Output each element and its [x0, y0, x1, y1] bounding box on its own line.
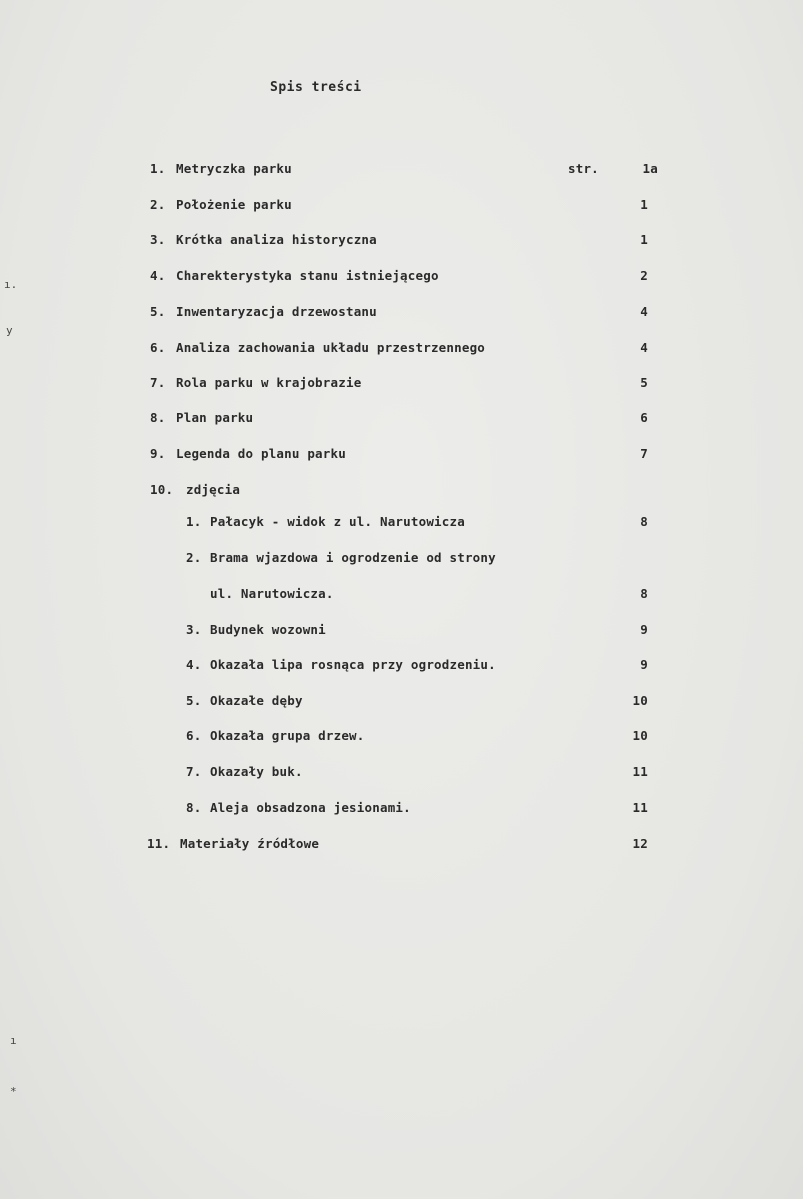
entry-page: 4: [640, 340, 648, 355]
photo-title: Okazała lipa rosnąca przy ogrodzeniu.: [210, 657, 496, 672]
margin-mark: ı: [10, 1034, 17, 1047]
photo-title: Okazałe dęby: [210, 693, 303, 708]
margin-mark: *: [10, 1085, 17, 1098]
photo-entry-1: [0, 514, 803, 534]
toc-entry-4: [0, 268, 803, 288]
photo-number: 2.: [186, 550, 202, 565]
photo-number: 6.: [186, 728, 202, 743]
photo-page: 11: [632, 800, 648, 815]
entry-title: Analiza zachowania układu przestrzennego: [176, 340, 486, 355]
entry-number: 5.: [150, 304, 166, 319]
entry-title: Plan parku: [176, 410, 254, 425]
photo-number: 8.: [186, 800, 202, 815]
photo-page: 11: [632, 764, 648, 779]
entry-number: 8.: [150, 410, 166, 425]
photo-number: 7.: [186, 764, 202, 779]
photo-entry-3: [0, 622, 803, 642]
entry-title: Inwentaryzacja drzewostanu: [176, 304, 377, 319]
photo-entry-8: [0, 800, 803, 820]
toc-entry-9: [0, 446, 803, 466]
photo-number: 5.: [186, 693, 202, 708]
entry-page: 1a: [642, 161, 658, 176]
photo-title: Aleja obsadzona jesionami.: [210, 800, 411, 815]
toc-entry-11: [0, 836, 803, 856]
entry-number: 2.: [150, 197, 166, 212]
photo-page: 8: [640, 514, 648, 529]
toc-entry-8: [0, 410, 803, 430]
entry-title: Materiały źródłowe: [180, 836, 320, 851]
photo-title: Brama wjazdowa i ogrodzenie od strony: [210, 550, 496, 565]
photo-number: 1.: [186, 514, 202, 529]
photo-title: Okazała grupa drzew.: [210, 728, 365, 743]
photo-entry-7: [0, 764, 803, 784]
photo-page: 10: [632, 693, 648, 708]
toc-entry-6: [0, 340, 803, 360]
entry-title: Krótka analiza historyczna: [176, 232, 377, 247]
photo-entry-2: [0, 550, 803, 570]
entry-number: 6.: [150, 340, 166, 355]
entry-page: 12: [632, 836, 648, 851]
entry-title: zdjęcia: [186, 482, 241, 497]
entry-page: 6: [640, 410, 648, 425]
photo-page: 8: [640, 586, 648, 601]
entry-number: 11.: [147, 836, 171, 851]
entry-number: 7.: [150, 375, 166, 390]
entry-title: Rola parku w krajobrazie: [176, 375, 362, 390]
photo-page: 9: [640, 622, 648, 637]
photo-entry-2-cont: [0, 586, 803, 606]
entry-page: 7: [640, 446, 648, 461]
photo-title: Budynek wozowni: [210, 622, 326, 637]
photo-title: Okazały buk.: [210, 764, 303, 779]
toc-entry-1: [0, 161, 803, 181]
entry-page: 1: [640, 197, 648, 212]
entry-number: 3.: [150, 232, 166, 247]
entry-page: 4: [640, 304, 648, 319]
toc-entry-3: [0, 232, 803, 252]
photo-entry-6: [0, 728, 803, 748]
entry-number: 1.: [150, 161, 166, 176]
page-column-label: str.: [568, 161, 599, 176]
toc-entry-10: [0, 482, 803, 502]
photo-page: 10: [632, 728, 648, 743]
margin-mark: ı.: [4, 278, 18, 291]
toc-entry-7: [0, 375, 803, 395]
margin-mark: y: [6, 324, 13, 337]
entry-title: Charekterystyka stanu istniejącego: [176, 268, 439, 283]
photo-entry-5: [0, 693, 803, 713]
photo-page: 9: [640, 657, 648, 672]
photo-entry-4: [0, 657, 803, 677]
photo-title: ul. Narutowicza.: [210, 586, 334, 601]
entry-title: Legenda do planu parku: [176, 446, 346, 461]
entry-title: Metryczka parku: [176, 161, 292, 176]
page-title: Spis treści: [270, 80, 362, 95]
entry-page: 2: [640, 268, 648, 283]
entry-page: 1: [640, 232, 648, 247]
entry-title: Położenie parku: [176, 197, 292, 212]
entry-page: 5: [640, 375, 648, 390]
toc-entry-2: [0, 197, 803, 217]
toc-entry-5: [0, 304, 803, 324]
entry-number: 9.: [150, 446, 166, 461]
photo-number: 4.: [186, 657, 202, 672]
photo-number: 3.: [186, 622, 202, 637]
entry-number: 4.: [150, 268, 166, 283]
entry-number: 10.: [150, 482, 174, 497]
photo-title: Pałacyk - widok z ul. Narutowicza: [210, 514, 465, 529]
